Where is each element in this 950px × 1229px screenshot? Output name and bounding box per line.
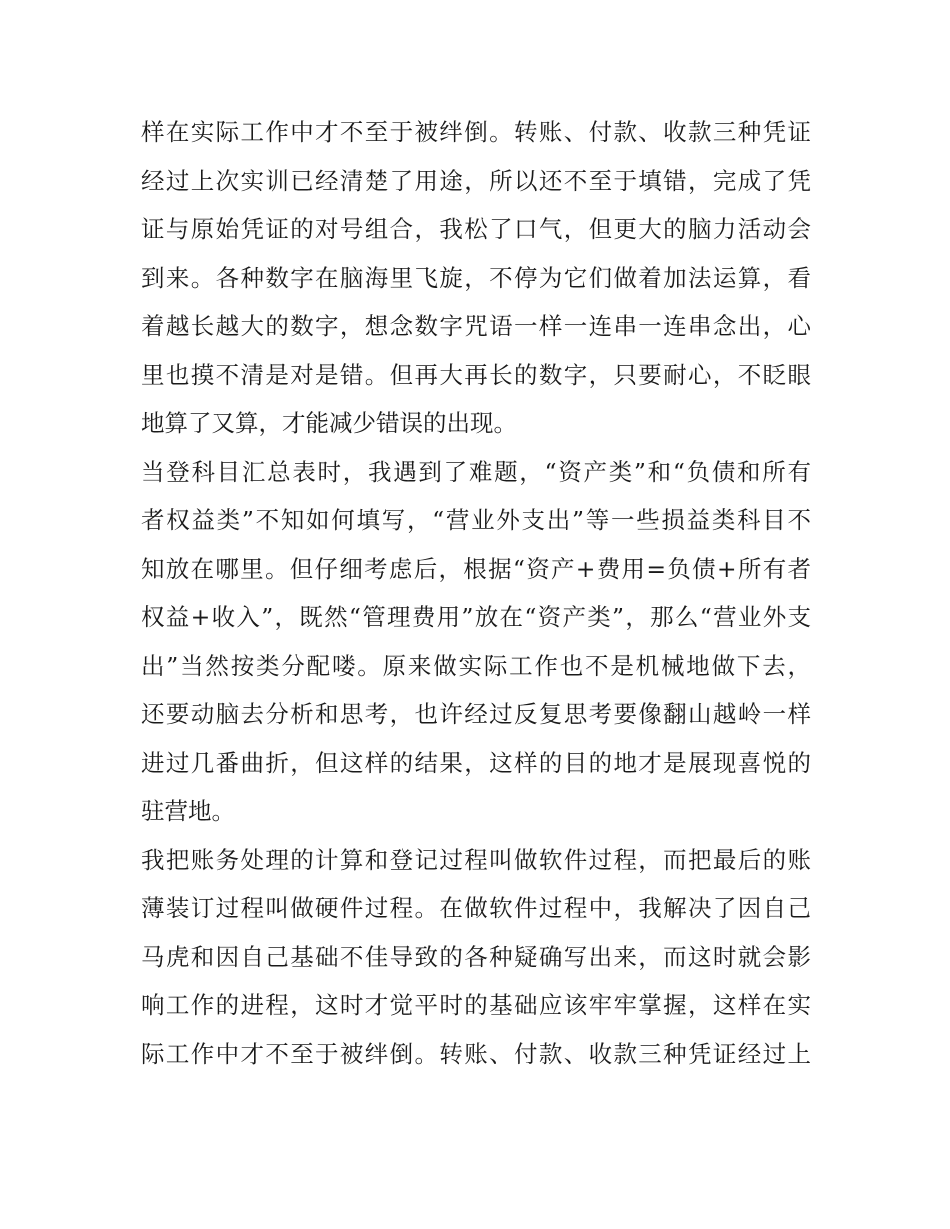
text-line: 知放在哪里。但仔细考虑后，根据“资产+费用=负债+所有者: [141, 554, 811, 583]
text-line: 着越长越大的数字，想念数字咒语一样一连串一连串念出，心: [141, 312, 811, 340]
text-line: 里也摸不清是对是错。但再大再长的数字，只要耐心，不眨眼: [141, 360, 811, 389]
text-line: 还要动脑去分析和思考，也许经过反复思考要像翻山越岭一样: [141, 700, 811, 728]
document-page: [141, 108, 811, 1078]
text-line: 出”当然按类分配喽。原来做实际工作也不是机械地做下去，: [141, 651, 811, 680]
text-line: 经过上次实训已经清楚了用途，所以还不至于填错，完成了凭: [141, 166, 811, 195]
text-line: 到来。各种数字在脑海里飞旋，不停为它们做着加法运算，看: [141, 263, 811, 292]
text-line: 我把账务处理的计算和登记过程叫做软件过程，而把最后的账: [141, 845, 811, 874]
text-line: 薄装订过程叫做硬件过程。在做软件过程中，我解决了因自己: [141, 894, 811, 922]
text-line: 地算了又算，才能减少错误的出现。: [141, 409, 517, 437]
text-line: 进过几番曲折，但这样的结果，这样的目的地才是展现喜悦的: [141, 748, 811, 777]
text-line: 马虎和因自己基础不佳导致的各种疑确写出来，而这时就会影: [141, 942, 811, 971]
text-line: 者权益类”不知如何填写，“营业外支出”等一些损益类科目不: [141, 506, 811, 534]
text-line: 权益+收入”，既然“管理费用”放在“资产类”，那么“营业外支: [141, 603, 811, 631]
text-line: 驻营地。: [141, 797, 235, 825]
text-line: 际工作中才不至于被绊倒。转账、付款、收款三种凭证经过上: [141, 1039, 811, 1068]
text-line: 样在实际工作中才不至于被绊倒。转账、付款、收款三种凭证: [141, 118, 811, 146]
text-line: 当登科目汇总表时，我遇到了难题，“资产类”和“负债和所有: [141, 457, 811, 486]
text-line: 证与原始凭证的对号组合，我松了口气，但更大的脑力活动会: [141, 215, 811, 243]
text-line: 响工作的进程，这时才觉平时的基础应该牢牢掌握，这样在实: [141, 991, 811, 1019]
